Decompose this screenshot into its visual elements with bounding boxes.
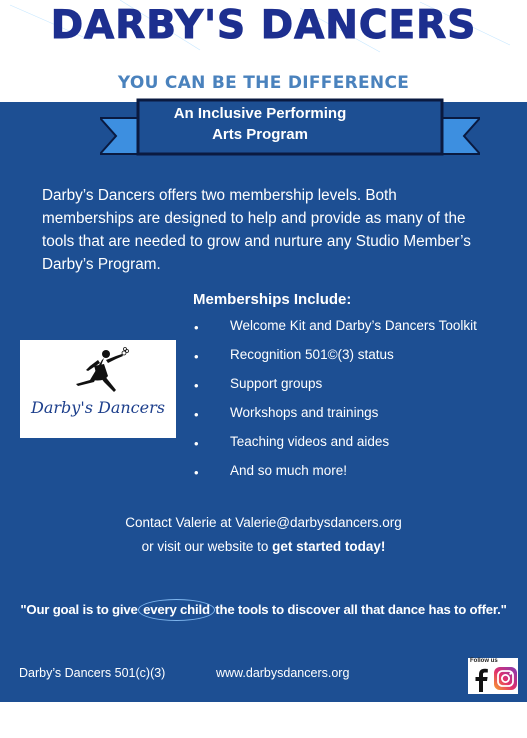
tagline: YOU CAN BE THE DIFFERENCE xyxy=(117,73,410,93)
ribbon-line-2: Arts Program xyxy=(212,126,308,143)
bullet-icon: • xyxy=(194,378,199,393)
list-item: • Support groups xyxy=(194,374,514,403)
bullet-icon: • xyxy=(194,436,199,451)
logo xyxy=(20,340,176,438)
bullet-icon: • xyxy=(194,349,199,364)
page-title: DARBY'S DANCERS xyxy=(50,3,477,48)
list-item: • And so much more! xyxy=(194,461,514,490)
memberships-heading: Memberships Include: xyxy=(193,291,352,308)
footer-website-link[interactable]: www.darbysdancers.org xyxy=(216,666,350,680)
dancer-silhouette-icon xyxy=(20,340,176,400)
get-started-link[interactable]: get started today! xyxy=(272,539,386,554)
mission-quote: "Our goal is to give every child the tools to discover all that dance has to offer." xyxy=(0,599,527,621)
ribbon-line-1: An Inclusive Performing xyxy=(173,105,347,122)
intro-paragraph: Darby’s Dancers offers two membership levels. Both memberships are designed to help and provide as many of the tools that are needed to grow and nurture any Studio Member’s Darby’s Program. xyxy=(42,187,471,273)
list-item: • Welcome Kit and Darby’s Dancers Toolkit xyxy=(194,316,514,345)
follow-label: Follow us xyxy=(470,658,498,664)
bullet-icon: • xyxy=(194,320,199,335)
list-item: • Recognition 501©(3) status xyxy=(194,345,514,374)
contact-line: Contact Valerie at Valerie@darbysdancers.org xyxy=(125,515,402,530)
bullet-icon: • xyxy=(194,465,199,480)
bullet-icon: • xyxy=(194,407,199,422)
logo-caption: Darby's Dancers xyxy=(31,398,165,417)
instagram-icon[interactable] xyxy=(494,667,517,690)
memberships-list xyxy=(194,316,514,490)
ribbon-text xyxy=(140,103,380,153)
website-line: or visit our website to get started today! xyxy=(141,539,386,554)
highlight-every-child: every child xyxy=(138,599,215,621)
facebook-icon[interactable] xyxy=(470,666,492,692)
list-item: • Teaching videos and aides xyxy=(194,432,514,461)
list-item: • Workshops and trainings xyxy=(194,403,514,432)
social-links xyxy=(468,658,518,694)
contact-block xyxy=(0,511,527,559)
footer-org: Darby’s Dancers 501(c)(3) xyxy=(19,666,166,680)
